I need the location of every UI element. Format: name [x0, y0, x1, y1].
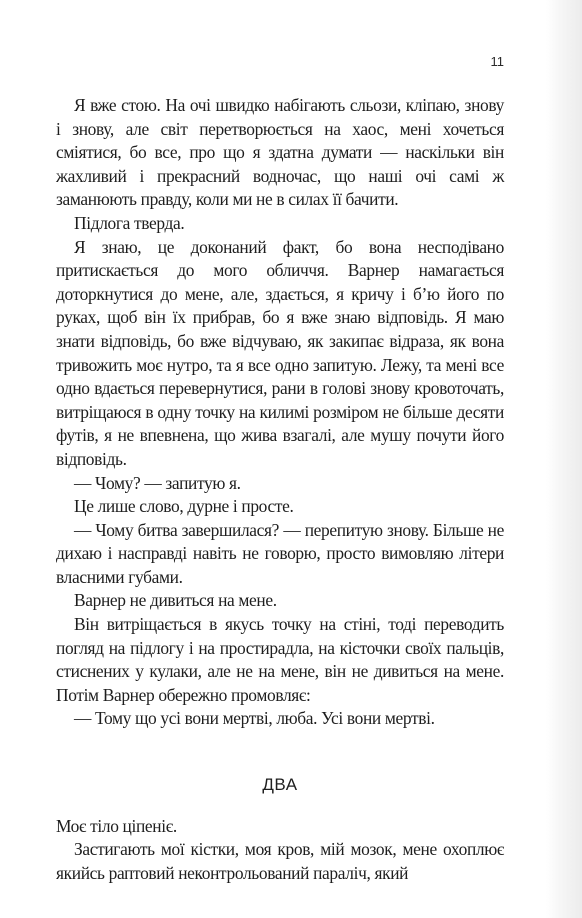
paragraph: Я вже стою. На очі швидко набігають сльози, кліпаю, знову і знову, але світ перетворюється на хаос, мені хочеться сміятися, бо все, про що я здатна думати — наскільки він жахливий і прекрасний водночас, що наші очі самі ж заманюють правду, коли ми не в силах її бачити.	[56, 95, 504, 210]
page-number: 11	[490, 54, 504, 69]
dialogue-line: — Чому битва завершилася? — перепитую знову. Більше не дихаю і насправді навіть не говорю, просто вимовляю літери власними губами.	[56, 519, 504, 587]
paragraph: Підлога тверда.	[74, 212, 185, 233]
paragraph: Варнер не дивиться на мене.	[74, 590, 277, 611]
paragraph: Я знаю, це доконаний факт, бо вона несподівано притискається до мого обличчя. Варнер намагається доторкнутися до мене, але, здається, я кричу і б’ю його по руках, щоб він їх прибрав, бо я вже знаю відповідь. Я маю знати відповідь, бо вже відчуваю, як закипає відраза, як вона тривожить моє нутро, та я все одно запитую. Лежу, та мені все одно вдається перевернутися, рани в голові знову кровоточать, витріщаюся в одну точку на килимі розміром не більше десяти футів, я не впевнена, що жива взагалі, але мушу почути його відповідь.	[56, 236, 504, 469]
chapter-heading: ДВА	[262, 775, 298, 795]
paragraph: Це лише слово, дурне і просте.	[74, 496, 294, 517]
paragraph: Застигають мої кістки, моя кров, мій мозок, мене охоплює якийсь раптовий неконтрольований параліч, який	[56, 839, 504, 883]
dialogue-line: — Чому? — запитую я.	[74, 472, 241, 493]
paragraph: Він витріщається в якусь точку на стіні, тоді переводить погляд на підлогу і на простирадла, на кісточки своїх пальців, стиснених у кулаки, але не на мене, він не дивиться на мене. Потім Варнер обережно промовляє:	[56, 614, 504, 705]
dialogue-line: — Тому що усі вони мертві, люба. Усі вони мертві.	[74, 708, 435, 729]
page-text	[56, 94, 504, 885]
paragraph: Моє тіло ціпеніє.	[56, 815, 177, 836]
